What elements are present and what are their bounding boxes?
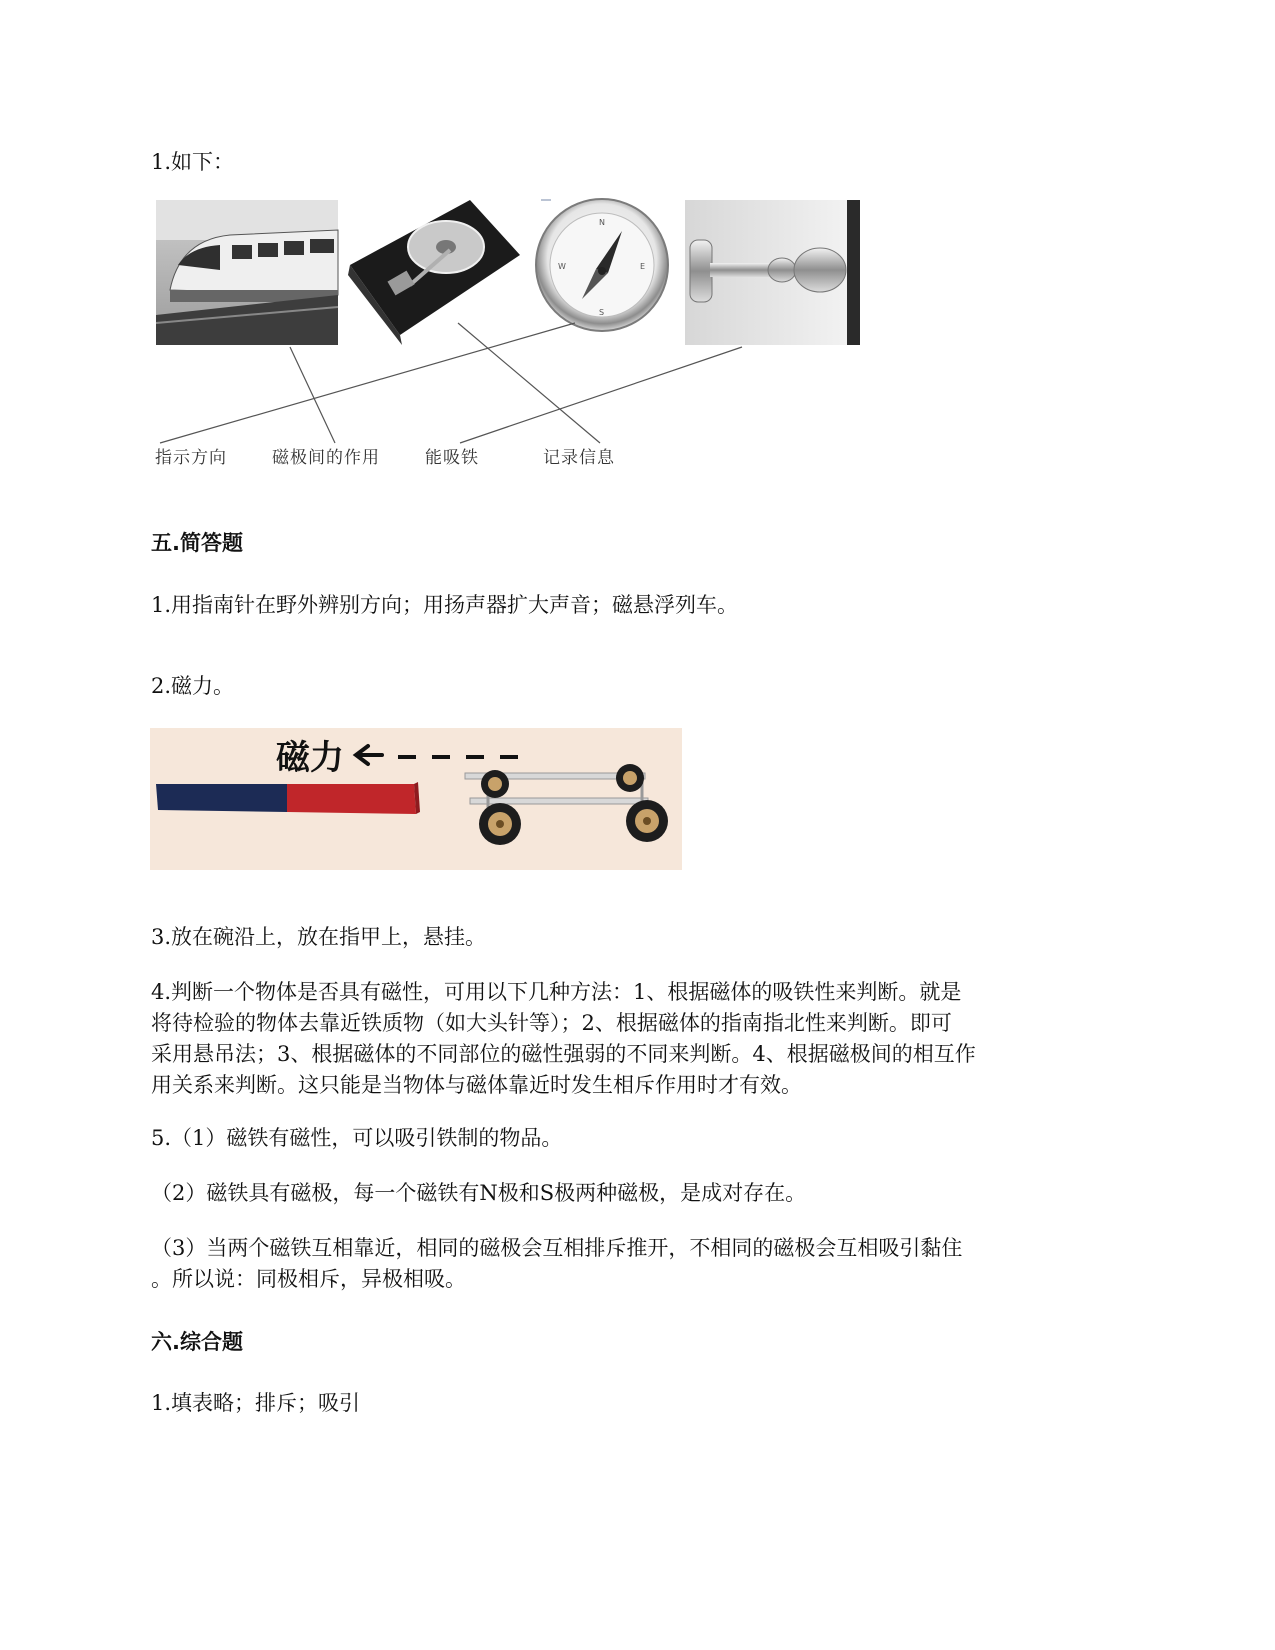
answer-5-5-1: 5.（1）磁铁有磁性，可以吸引铁制的物品。 [151,1126,563,1150]
label-point-direction: 指示方向 [155,448,227,468]
svg-text:W: W [558,262,566,271]
label-pole-interaction: 磁极间的作用 [272,448,380,468]
answer-5-3: 3.放在碗沿上，放在指甲上，悬挂。 [151,925,487,949]
answer-5-5-2: （2）磁铁具有磁极，每一个磁铁有N极和S极两种磁极，是成对存在。 [151,1181,807,1205]
bar-magnet-icon [156,782,420,814]
toy-car-icon [465,764,668,845]
maglev-train-image [156,200,338,345]
wheel-icon [616,764,644,792]
wheel-icon [481,770,509,798]
compass-image [536,199,668,331]
label-attract-iron: 能吸铁 [425,448,479,468]
svg-text:N: N [599,218,605,227]
matching-figure-svg [150,195,870,475]
svg-text:E: E [640,262,646,271]
section-five-title: 五.简答题 [151,531,243,555]
line-drive-to-record [458,323,600,443]
force-figure-svg [150,728,682,870]
answer-5-4-line: 用关系来判断。这只能是当物体与磁体靠近时发生相斥作用时才有效。 [151,1073,802,1097]
answer-5-1: 1.用指南针在野外辨别方向；用扬声器扩大声音；磁悬浮列车。 [151,593,739,617]
label-record-info: 记录信息 [543,448,615,468]
left-arrow-icon [356,746,382,764]
wheel-icon [626,800,668,842]
wheel-icon [479,803,521,845]
answer-5-5-3-line: （3）当两个磁铁互相靠近，相同的磁极会互相排斥推开，不相同的磁极会互相吸引黏住 [151,1236,963,1260]
magnetic-force-figure [150,728,682,870]
answer-6-1: 1.填表略；排斥；吸引 [151,1391,361,1415]
answer-5-4-line: 采用悬吊法；3、根据磁体的不同部位的磁性强弱的不同来判断。4、根据磁极间的相互作 [151,1042,976,1066]
force-label: 磁力 [276,738,344,778]
answer-5-5-3 [151,1233,1131,1295]
answer-5-5-3-line: 。所以说：同极相斥，异极相吸。 [151,1267,466,1291]
svg-text:S: S [599,308,605,317]
hard-drive-image [348,200,520,345]
section-six-title: 六.综合题 [151,1330,243,1354]
matching-figure [150,195,870,475]
line-stopper-to-iron [460,347,742,443]
answer-4-1: 1.如下： [151,150,235,174]
line-train-to-poles [290,347,335,443]
answer-5-4 [151,977,1131,1101]
answer-5-4-line: 将待检验的物体去靠近铁质物（如大头针等）；2、根据磁体的指南指北性来判断。即可 [151,1011,952,1035]
door-stopper-image [685,200,860,345]
answer-5-4-line: 4.判断一个物体是否具有磁性，可用以下几种方法：1、根据磁体的吸铁性来判断。就是 [151,980,962,1004]
answer-5-2: 2.磁力。 [151,674,235,698]
